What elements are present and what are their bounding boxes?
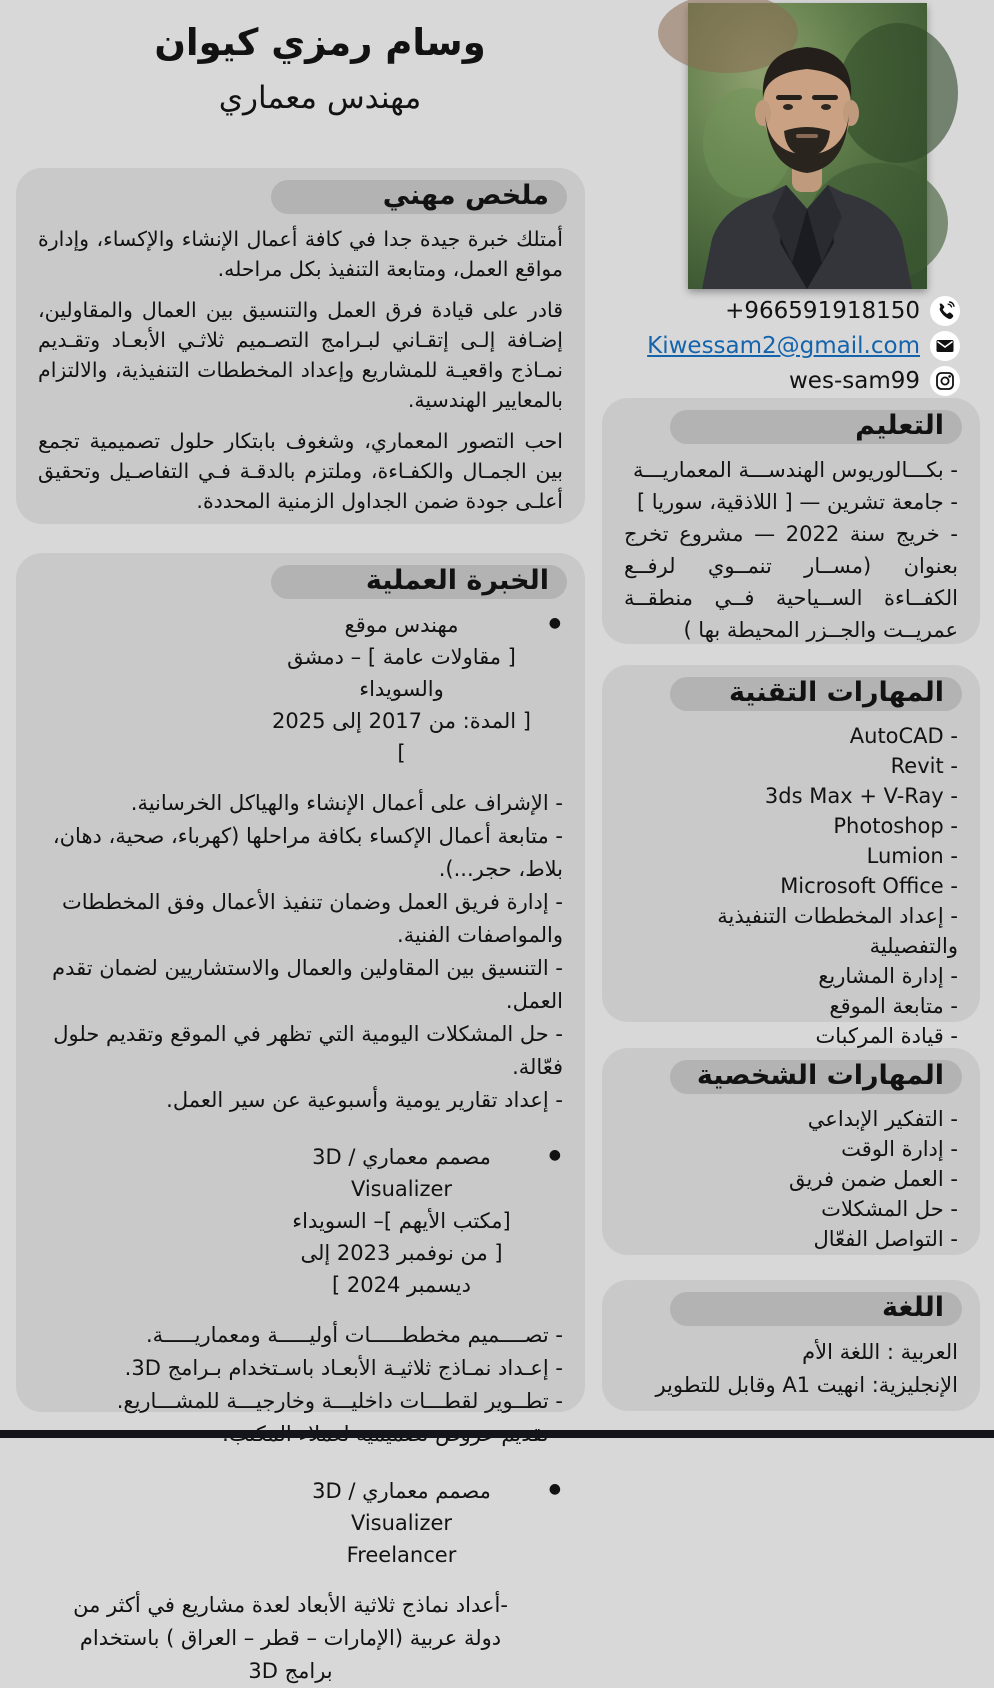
candidate-name: وسام رمزي كيوان (154, 20, 486, 64)
personal-skill-item: - إدارة الوقت (841, 1137, 958, 1161)
job-detail: - حل المشكلات اليومية التي تظهر في الموقع وتقديم حلول فعّالة. (53, 1022, 563, 1079)
personal-skill-item: - حل المشكلات (821, 1197, 958, 1221)
section-education (602, 398, 980, 644)
education-item: - بكـــالوريوس الهندســـة المعماريـــة (633, 458, 958, 482)
phone-icon (930, 296, 960, 326)
job-detail: - متابعة أعمال الإكساء بكافة مراحلها (كهرباء، صحية، دهان، بلاط، حجر...). (52, 824, 563, 881)
education-header (624, 408, 958, 444)
summary-header (38, 178, 563, 214)
language-item: الإنجليزية: انهيت A1 وقابل للتطوير (655, 1373, 958, 1397)
bullet-icon: ● (548, 1481, 561, 1497)
job-title-line: مصمم معماري / 3D Visualizer (312, 1145, 491, 1201)
section-experience (16, 553, 585, 1683)
bullet-icon: ● (548, 615, 561, 631)
education-heading: التعليم (855, 410, 944, 441)
job-title-block (38, 1141, 563, 1301)
profile-photo-image (688, 3, 927, 289)
footer-bar (0, 1430, 994, 1438)
technical-skill-item: - Microsoft Office (780, 874, 958, 898)
technical-skill-item: - Lumion (866, 844, 958, 868)
phone-number: +966591918150 (725, 298, 920, 324)
technical-skills-items (624, 721, 958, 1051)
technical-skill-item: - AutoCAD (849, 724, 958, 748)
job-detail: -أعداد نماذج ثلاثية الأبعاد لعدة مشاريع في أكثر من دولة عربية (الإمارات – قطر – العراق ) باستخدام برامج 3D (73, 1593, 508, 1683)
education-item: - جامعة تشرين — [ اللاذقية، سوريا ] (636, 490, 958, 514)
technical-skill-item: - إدارة المشاريع (818, 964, 958, 988)
language-item: العربية : اللغة الأم (802, 1340, 958, 1364)
experience-heading: الخبرة العملية (365, 565, 549, 596)
job-detail: - تصــــميم مخططـــــات أوليـــــة ومعماريـــــة. (145, 1323, 563, 1347)
section-language (602, 1280, 980, 1411)
summary-heading: ملخص مهني (382, 180, 549, 211)
job-entry (38, 1475, 563, 1688)
experience-header (38, 563, 563, 599)
section-summary (16, 168, 585, 524)
job-title-block (38, 1475, 563, 1571)
job-title-line: [ من نوفمبر 2023 إلى ديسمبر 2024 ] (300, 1241, 503, 1297)
summary-paragraphs (38, 224, 563, 516)
job-title-lines (268, 609, 535, 769)
summary-paragraph: أمتلك خبرة جيدة جدا في كافة أعمال الإنشاء والإكساء، وإدارة مواقع العمل، ومتابعة التنفيذ بكل مراحله. (38, 227, 563, 281)
job-detail: - إدارة فريق العمل وضمان تنفيذ الأعمال وفق المخططات والمواصفات الفنية. (61, 890, 563, 947)
job-entry (38, 609, 563, 1117)
contact-row-instagram (530, 366, 960, 396)
education-item: - خريج سنة 2022 — مشروع تخرج بعنوان (مســار تنمــوي لرفــع الكفــاءة الســياحية فــي منطقــة عمريــت والجــزر المحيطة بها ) (624, 522, 958, 642)
technical-skill-item: - Photoshop (833, 814, 958, 838)
personal-skills-heading: المهارات الشخصية (696, 1060, 944, 1091)
education-items (624, 454, 958, 646)
contact-row-phone (530, 296, 960, 326)
summary-paragraph: قادر على قيادة فرق العمل والتنسيق بين العمال والمقاولين، إضـافة إلـى إتقـاني لبـرامج التصـميم ثلاثـي الأبعـاد وتقـديم نمـاذج واقعيـة للمشاريع وإعداد المخططات التنفيذية، والالتزام بالمعايير الهندسية. (38, 298, 563, 412)
job-title-line: [مكتب الأيهم ]– السويداء (292, 1209, 511, 1233)
bullet-icon: ● (548, 1147, 561, 1163)
language-heading: اللغة (881, 1292, 944, 1323)
job-details (38, 1589, 563, 1688)
job-details (38, 787, 563, 1117)
section-technical-skills (602, 665, 980, 1048)
header (40, 20, 600, 116)
instagram-handle: wes-sam99 (789, 368, 920, 394)
job-detail: - التنسيق بين المقاولين والعمال والاستشاريين لضمان تقدم العمل. (52, 956, 563, 1013)
technical-skill-item: - 3ds Max + V-Ray (764, 784, 958, 808)
technical-skill-item: - متابعة الموقع (829, 994, 958, 1018)
envelope-icon (930, 331, 960, 361)
contact-row-email (530, 331, 960, 361)
personal-skill-item: - التواصل الفعّال (813, 1227, 958, 1251)
technical-skill-item: - قيادة المركبات (815, 1024, 958, 1048)
job-detail: - الإشراف على أعمال الإنشاء والهياكل الخرسانية. (130, 791, 563, 815)
instagram-icon (930, 366, 960, 396)
job-title-line: [ المدة: من 2017 إلى 2025 ] (272, 709, 531, 765)
job-detail: - إعداد تقارير يومية وأسبوعية عن سير العمل. (166, 1088, 563, 1112)
job-title-lines (268, 1141, 535, 1301)
technical-skills-heading: المهارات التقنية (728, 677, 944, 708)
profile-photo (688, 3, 927, 289)
email-link[interactable]: Kiwessam2@gmail.com (647, 333, 920, 359)
job-title-line: مهندس موقع (344, 613, 459, 637)
personal-skills-header (624, 1058, 958, 1094)
job-title-line: [ مقاولات عامة ] – دمشق والسويداء (287, 645, 516, 701)
job-detail: - تطــوير لقطـــات داخليـــة وخارجيـــة للمشـــاريع. (116, 1389, 563, 1413)
technical-skills-header (624, 675, 958, 711)
job-title-lines (268, 1475, 535, 1571)
language-items (624, 1336, 958, 1402)
personal-skill-item: - التفكير الإبداعي (807, 1107, 958, 1131)
job-title-block (38, 609, 563, 769)
technical-skill-item: - Revit (890, 754, 958, 778)
job-entry (38, 1141, 563, 1451)
personal-skills-items (624, 1104, 958, 1254)
job-title-line: مصمم معماري / 3D Visualizer (312, 1479, 491, 1535)
summary-paragraph: احب التصور المعماري، وشغوف بابتكار حلول تصميمية تجمع بين الجمـال والكفـاءة، وملتزم بالدقـة فـي التفاصـيل وتحقيق أعلـى جودة ضمن الجداول الزمنية المحددة. (38, 429, 563, 513)
personal-skill-item: - العمل ضمن فريق (789, 1167, 958, 1191)
job-detail: - إعـداد نمـاذج ثلاثيـة الأبعـاد باسـتخدام بـرامج 3D. (124, 1356, 563, 1380)
language-header (624, 1290, 958, 1326)
technical-skill-item: - إعداد المخططات التنفيذية والتفصيلية (717, 904, 958, 958)
candidate-job-title: مهندس معماري (218, 80, 422, 116)
job-title-line: Freelancer (346, 1543, 457, 1567)
section-personal-skills (602, 1048, 980, 1255)
contact-block (530, 296, 960, 401)
